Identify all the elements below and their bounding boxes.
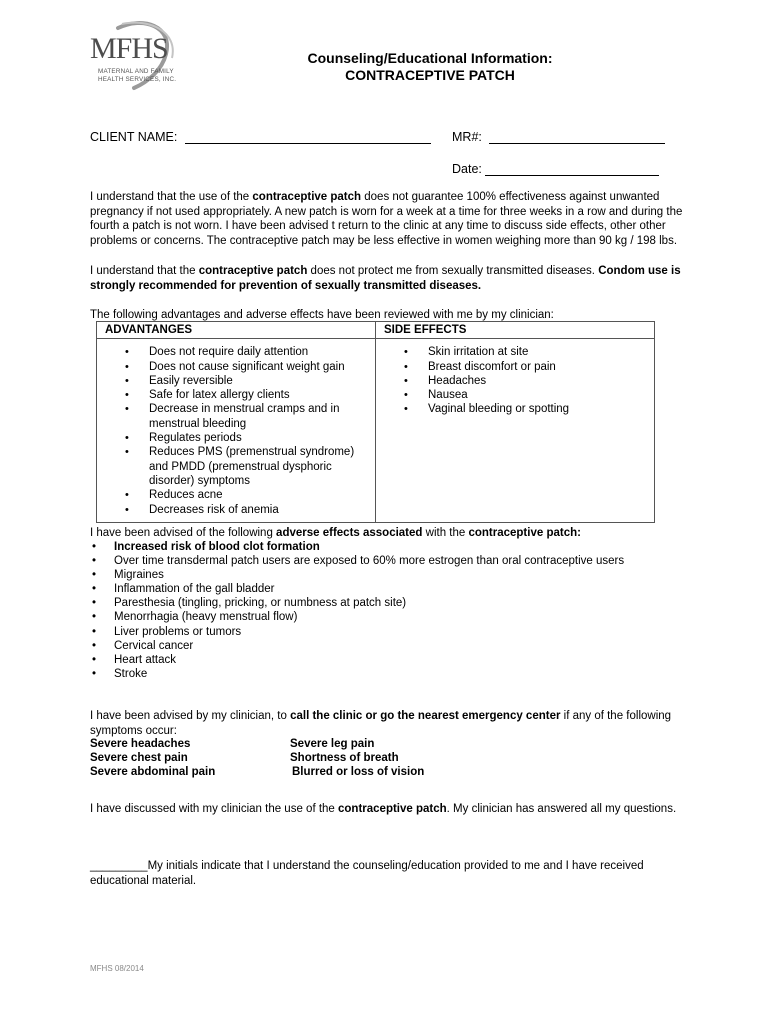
date-row (452, 162, 659, 176)
advantages-side-effects-table (96, 321, 655, 523)
logo-mark: MFHS (90, 32, 168, 65)
logo (88, 20, 198, 96)
blood-clot-risk: Increased risk of blood clot formation (114, 541, 320, 553)
discussed-text-a: I have discussed with my clinician the use of the (90, 803, 339, 815)
mr-field[interactable] (489, 130, 665, 144)
list-item: • Paresthesia (tingling, pricking, or numbness at patch site) (90, 596, 624, 610)
symptom-item: Blurred or loss of vision (292, 766, 425, 779)
list-item: • Liver problems or tumors (90, 625, 624, 639)
list-item: • Safe for latex allergy clients (97, 388, 375, 402)
list-item: • Does not cause significant weight gain (97, 360, 375, 374)
adverse-effects-list (90, 540, 624, 681)
list-item: • Over time transdermal patch users are exposed to 60% more estrogen than oral contraceptive users (90, 554, 624, 568)
intro-p1-bold: contraceptive patch (252, 191, 362, 203)
intro-p1-text-a: I understand that the use of the (90, 191, 253, 203)
adverse-intro-patch: contraceptive patch: (468, 527, 581, 539)
intro-paragraph-1 (90, 190, 690, 248)
list-item: • Breast discomfort or pain (376, 360, 654, 374)
adverse-intro-c: with the (422, 527, 469, 539)
initials-text: My initials indicate that I understand the counseling/education provided to me and I have received educational material. (90, 860, 644, 887)
date-field[interactable] (485, 162, 659, 176)
intro-p1-text-c: does not guarantee 100% effectiveness against unwanted pregnancy if not used appropriately. A new patch is worn for a week at a time for three weeks in a row and during the fourth a patch is not worn. I have been advised t return to the clinic at any time to discuss side effects, other other problems or concerns. The contraceptive patch may be less effective in women weighing more than 90 kg / 198 lbs. (90, 191, 683, 247)
emergency-paragraph (90, 709, 690, 738)
page-title (250, 50, 610, 84)
logo-line-1: MATERNAL AND FAMILY (98, 68, 174, 75)
list-item: • Headaches (376, 374, 654, 388)
symptom-item: Severe chest pain (90, 752, 188, 765)
symptoms-column-2 (290, 737, 424, 780)
date-label: Date: (452, 162, 482, 176)
list-item: • Inflammation of the gall bladder (90, 582, 624, 596)
symptom-item: Severe leg pain (290, 738, 375, 750)
list-item: • Vaginal bleeding or spotting (376, 402, 654, 416)
discussed-bold: contraceptive patch (338, 803, 447, 815)
list-item: • Does not require daily attention (97, 345, 375, 359)
symptom-item: Severe headaches (90, 738, 191, 750)
list-item: • Easily reversible (97, 374, 375, 388)
list-item: • Nausea (376, 388, 654, 402)
client-name-label: CLIENT NAME: (90, 130, 178, 144)
intro-p2-text-c: does not protect me from sexually transmitted diseases. (307, 265, 599, 277)
emergency-text-c: if any of the following symptoms occur: (90, 710, 672, 737)
mr-row (452, 130, 665, 144)
intro-paragraph-3: The following advantages and adverse effects have been reviewed with me by my clinician: (90, 309, 554, 321)
adverse-intro-a: I have been advised of the following (90, 527, 277, 539)
list-item: • Decrease in menstrual cramps and in menstrual bleeding (97, 402, 375, 431)
advantages-header: ADVANTANGES (97, 322, 376, 339)
symptoms-column-1 (90, 737, 215, 780)
emergency-text-a: I have been advised by my clinician, to (90, 710, 291, 722)
list-item: • Heart attack (90, 653, 624, 667)
title-line-2: CONTRACEPTIVE PATCH (345, 67, 515, 83)
list-item: • Skin irritation at site (376, 345, 654, 359)
list-item: • Migraines (90, 568, 624, 582)
intro-paragraph-2 (90, 264, 690, 293)
initials-statement (90, 859, 690, 888)
list-item: • Reduces PMS (premenstrual syndrome) and PMDD (premenstrual dysphoric disorder) symptoms (97, 445, 375, 488)
advantages-list (97, 345, 375, 517)
client-name-row (90, 130, 431, 144)
mr-label: MR#: (452, 130, 482, 144)
list-item: • Stroke (90, 667, 624, 681)
list-item: • Regulates periods (97, 431, 375, 445)
side-effects-cell (376, 339, 655, 523)
intro-p2-text-a: I understand that the (90, 265, 199, 277)
advantages-cell (97, 339, 376, 523)
symptom-item: Shortness of breath (290, 752, 399, 765)
list-item (90, 540, 624, 554)
intro-p2-condom-notice: Condom use is strongly recommended for prevention of sexually transmitted diseases. (90, 265, 681, 292)
adverse-effects-intro (90, 526, 690, 541)
list-item: • Menorrhagia (heavy menstrual flow) (90, 610, 624, 624)
client-name-field[interactable] (185, 130, 431, 144)
list-item: • Decreases risk of anemia (97, 503, 375, 517)
symptom-item: Severe abdominal pain (90, 766, 216, 779)
side-effects-header: SIDE EFFECTS (376, 322, 655, 339)
emergency-bold: call the clinic or go the nearest emergency center (290, 710, 561, 722)
side-effects-list (376, 345, 654, 416)
adverse-intro-bold: adverse effects associated (276, 527, 423, 539)
discussed-text-c: . My clinician has answered all my questions. (446, 803, 677, 815)
logo-subtitle (98, 68, 176, 83)
logo-line-2: HEALTH SERVICES, INC. (98, 75, 177, 83)
footer-form-code: MFHS 08/2014 (90, 964, 144, 973)
discussed-statement (90, 802, 690, 817)
title-line-1: Counseling/Educational Information: (307, 50, 553, 66)
initials-field[interactable]: _________ (90, 860, 148, 872)
intro-p2-bold: contraceptive patch (198, 265, 308, 277)
list-item: • Reduces acne (97, 488, 375, 502)
list-item: • Cervical cancer (90, 639, 624, 653)
